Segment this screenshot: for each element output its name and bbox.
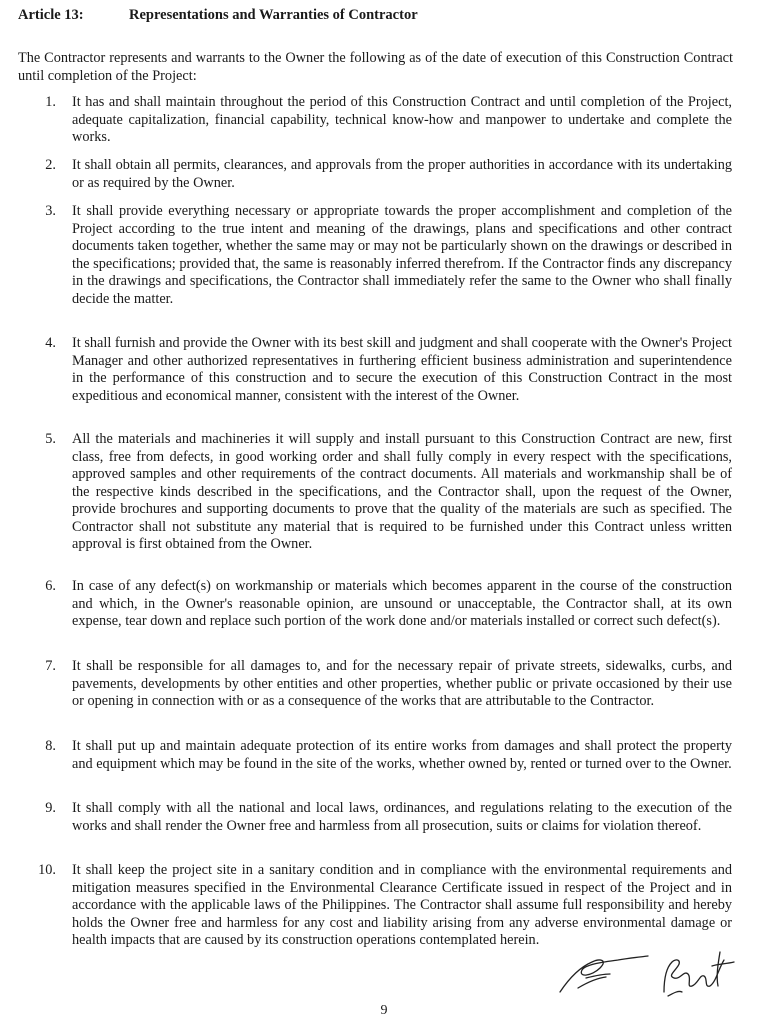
item-text: It shall provide everything necessary or appropriate towards the proper accomplishment and completion of the Project according to the true intent and meaning of the drawings, plans and specifications and other contract documents taken together, whether the same may or may not be particularly shown on the drawings or described in the specifications; provided that, the same is reasonably inferred therefrom. If the Contractor finds any discrepancy in the drawings and specifications, the Contractor shall immediately refer the same to the Owner who shall finally decide the matter.: [72, 203, 732, 307]
item-text: In case of any defect(s) on workmanship or materials which becomes apparent in the course of the construction and which, in the Owner's reasonable opinion, are unsound or unacceptable, the Contractor shall, at its own expense, tear down and replace such portion of the work done and/or materials installed or correct such defect(s).: [72, 578, 732, 629]
item-text: It shall furnish and provide the Owner with its best skill and judgment and shall cooperate with the Owner's Project Manager and other authorized representatives in furthering efficient business administration and superintendence in the performance of this construction and to secure the execution of this Construction Contract in the most expeditious and economical manner, consistent with the interest of the Owner.: [72, 335, 732, 404]
item-text: It shall be responsible for all damages to, and for the necessary repair of private streets, sidewalks, curbs, and pavements, developments by other entities and other properties, whether public or private occasioned by their use or opening in connection with or as a consequence of the works that are attributable to the Contractor.: [72, 658, 732, 709]
article-number: Article 13:: [18, 7, 84, 23]
list-item: [18, 203, 732, 308]
item-text: It has and shall maintain throughout the period of this Construction Contract and until completion of the Project, adequate capitalization, financial capability, technical know-how and manpower to undertake and complete the works.: [72, 94, 732, 145]
item-number: 8.: [45, 738, 56, 754]
item-number: 2.: [45, 157, 56, 173]
article-title: Representations and Warranties of Contractor: [129, 7, 418, 23]
item-number: 7.: [45, 658, 56, 674]
list-item: [18, 335, 732, 405]
item-text: It shall keep the project site in a sanitary condition and in compliance with the environmental requirements and mitigation measures specified in the Environmental Clearance Certificate issued in respect of the Project and in accordance with the applicable laws of the Philippines. The Contractor shall assume full responsibility and hereby holds the Owner free and harmless for any cost and liability arising from any adverse environmental damage or health impacts that are caused by its construction operations contemplated herein.: [72, 862, 732, 948]
item-number: 9.: [45, 800, 56, 816]
item-text: It shall put up and maintain adequate protection of its entire works from damages and shall protect the property and equipment which may be found in the site of the works, whether owned by, rented or turned over to the Owner.: [72, 738, 732, 772]
article-heading: [18, 7, 418, 24]
item-number: 5.: [45, 431, 56, 447]
intro-paragraph: The Contractor represents and warrants to the Owner the following as of the date of execution of this Construction Contract until completion of the Project:: [18, 50, 733, 84]
list-item: [18, 431, 732, 554]
list-item: [18, 658, 732, 711]
item-text: It shall comply with all the national and local laws, ordinances, and regulations relating to the execution of the works and shall render the Owner free and harmless from all prosecution, suits or claims for violation thereof.: [72, 800, 732, 834]
item-number: 10.: [38, 862, 56, 878]
item-number: 6.: [45, 578, 56, 594]
list-item: [18, 94, 732, 147]
list-item: [18, 578, 732, 631]
item-text: It shall obtain all permits, clearances, and approvals from the proper authorities in accordance with its undertaking or as required by the Owner.: [72, 157, 732, 191]
list-item: [18, 800, 732, 835]
item-number: 3.: [45, 203, 56, 219]
item-text: All the materials and machineries it will supply and install pursuant to this Construction Contract are new, first class, free from defects, in good working order and shall fully comply in every respect with the specifications, approved samples and other requirements of the contract documents. All materials and workmanship shall be of the respective kinds described in the specifications, and the Contractor shall, upon the request of the Owner, provide brochures and supporting documents to prove that the quality of the materials are such as specified. The Contractor shall not substitute any material that is required to be furnished under this Contract unless written approval is first obtained from the Owner.: [72, 431, 732, 552]
item-number: 4.: [45, 335, 56, 351]
page-number: 9: [380, 1003, 388, 1018]
item-number: 1.: [45, 94, 56, 110]
signature-image: [548, 930, 748, 1010]
list-item: [18, 738, 732, 773]
list-item: [18, 157, 732, 192]
